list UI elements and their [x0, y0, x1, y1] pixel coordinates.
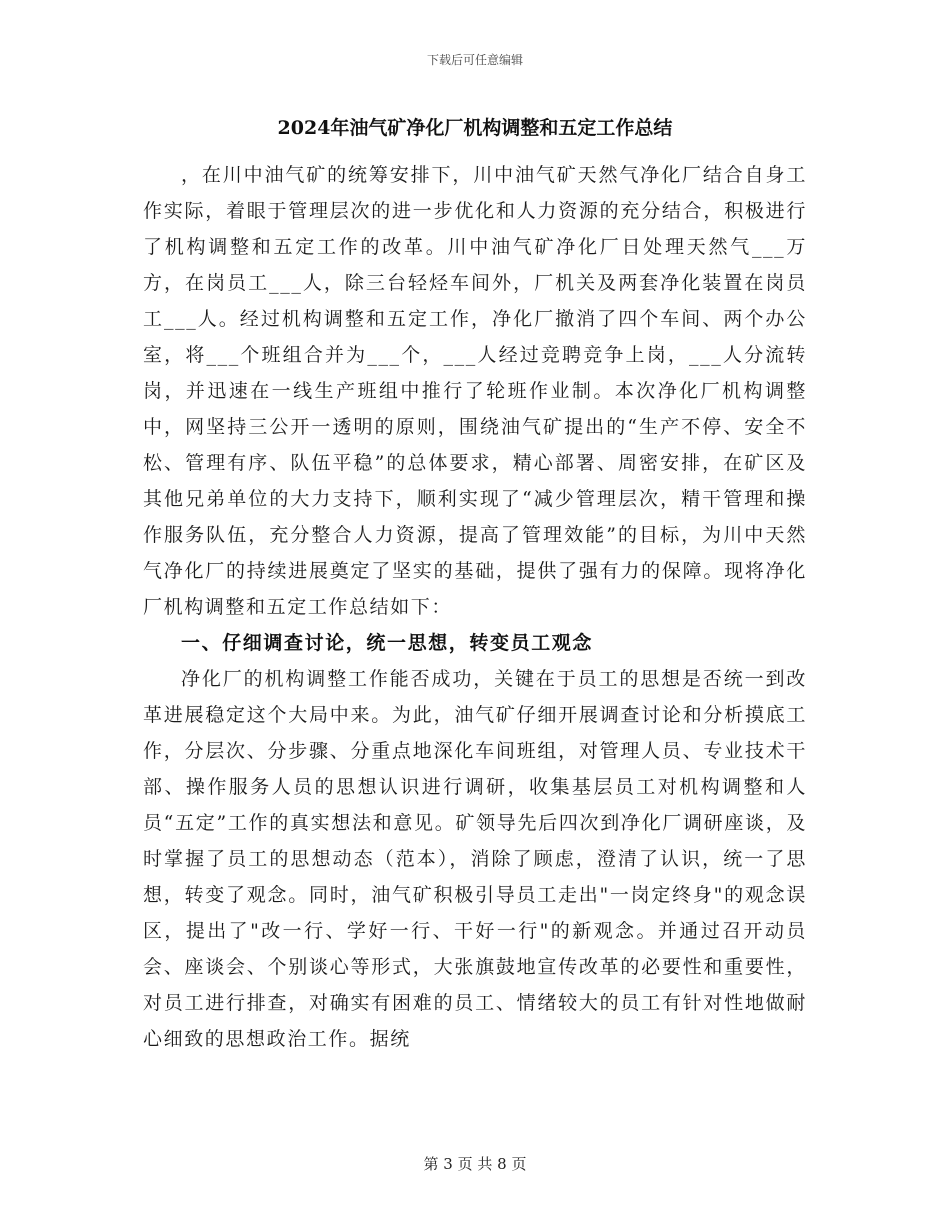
- intro-paragraph: ，在川中油气矿的统筹安排下，川中油气矿天然气净化厂结合自身工作实际，着眼于管理层次的进一步优化和人力资源的充分结合，积极进行了机构调整和五定工作的改革。川中油气矿净化厂日处理天然气___万方，在岗员工___人，除三台轻烃车间外，厂机关及两套净化装置在岗员工___人。经过机构调整和五定工作，净化厂撤消了四个车间、两个办公室，将___个班组合并为___个，___人经过竞聘竞争上岗，___人分流转岗，并迅速在一线生产班组中推行了轮班作业制。本次净化厂机构调整中，网坚持三公开一透明的原则，围绕油气矿提出的“生产不停、安全不松、管理有序、队伍平稳”的总体要求，精心部署、周密安排，在矿区及其他兄弟单位的大力支持下，顺利实现了“减少管理层次，精干管理和操作服务队伍，充分整合人力资源，提高了管理效能”的目标，为川中天然气净化厂的持续进展奠定了坚实的基础，提供了强有力的保障。现将净化厂机构调整和五定工作总结如下：: [143, 164, 807, 618]
- document-title: 2024年油气矿净化厂机构调整和五定工作总结: [277, 117, 673, 139]
- page-header-note: 下载后可任意编辑: [426, 53, 523, 67]
- section-heading-1: 一、仔细调查讨论，统一思想，转变员工观念: [181, 632, 594, 654]
- page-number-footer: 第 3 页 共 8 页: [423, 1155, 527, 1173]
- document-body: [143, 157, 807, 1057]
- section-paragraph-1: 净化厂的机构调整工作能否成功，关键在于员工的思想是否统一到改革进展稳定这个大局中来。为此，油气矿仔细开展调查讨论和分析摸底工作，分层次、分步骤、分重点地深化车间班组，对管理人员、专业技术干部、操作服务人员的思想认识进行调研，收集基层员工对机构调整和人员“五定”工作的真实想法和意见。矿领导先后四次到净化厂调研座谈，及时掌握了员工的思想动态（范本），消除了顾虑，澄清了认识，统一了思想，转变了观念。同时，油气矿积极引导员工走出"一岗定终身"的观念误区，提出了"改一行、学好一行、干好一行"的新观念。并通过召开动员会、座谈会、个别谈心等形式，大张旗鼓地宣传改革的必要性和重要性，对员工进行排查，对确实有困难的员工、情绪较大的员工有针对性地做耐心细致的思想政治工作。据统: [143, 668, 807, 1050]
